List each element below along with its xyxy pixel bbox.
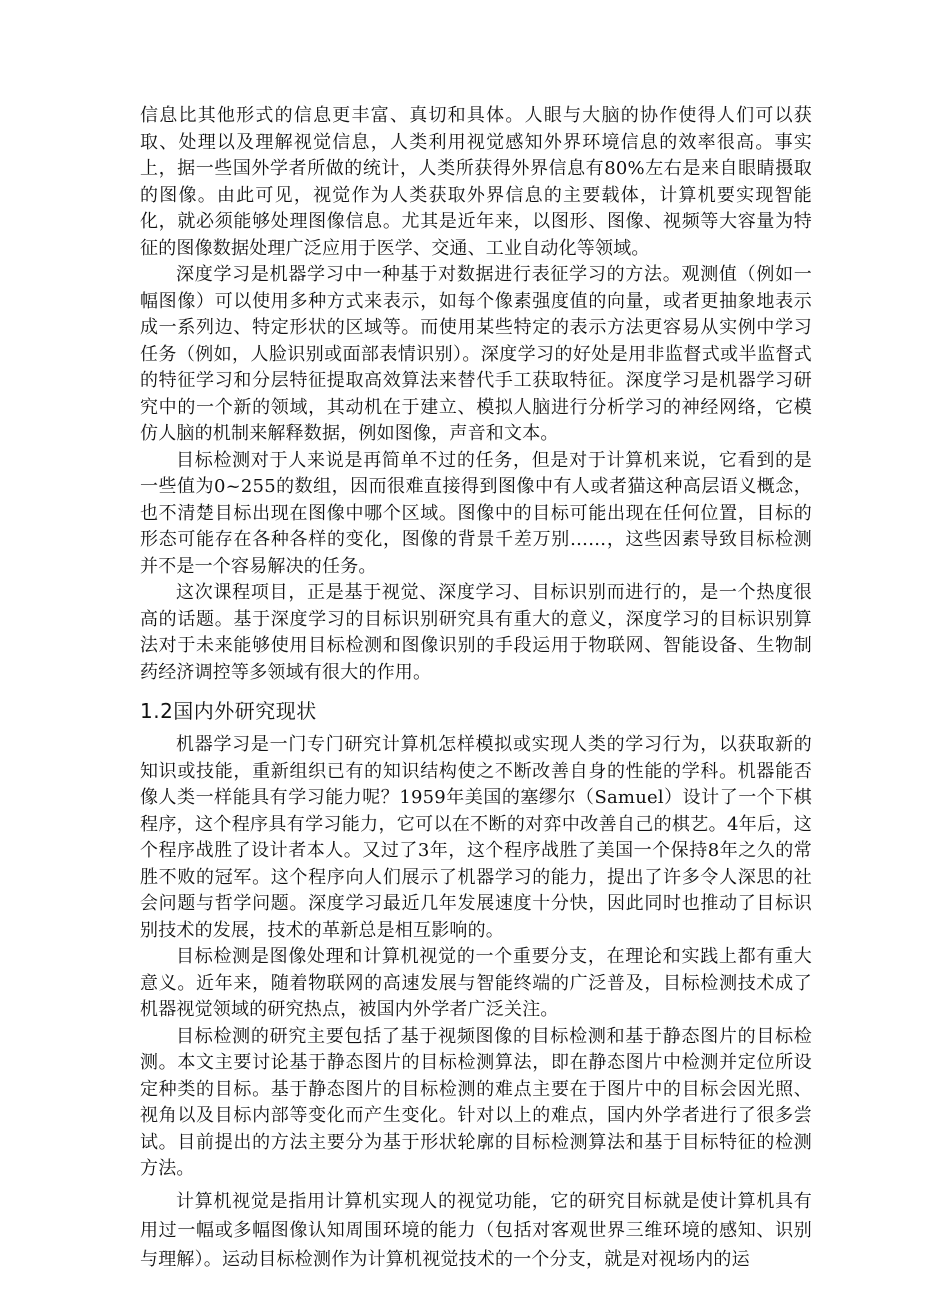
paragraph-computer-vision: 计算机视觉是指用计算机实现人的视觉功能，它的研究目标就是使计算机具有用过一幅或多幅图像认知周围环境的能力（包括对客观世界三维环境的感知、识别与理解）。运动目标检测作为计算机视觉技术的一个分支，就是对视场内的运 [140,1190,812,1270]
paragraph-visual-info: 信息比其他形式的信息更丰富、真切和具体。人眼与大脑的协作使得人们可以获取、处理以及理解视觉信息，人类利用视觉感知外界环境信息的效率很高。事实上，据一些国外学者所做的统计，人类所获得外界信息有80%左右是来自眼睛摄取的图像。由此可见，视觉作为人类获取外界信息的主要载体，计算机要实现智能化，就必须能够处理图像信息。尤其是近年来，以图形、图像、视频等大容量为特征的图像数据处理广泛应用于医学、交通、工业自动化等领域。 [140,105,812,259]
paragraph-detection-research: 目标检测的研究主要包括了基于视频图像的目标检测和基于静态图片的目标检测。本文主要讨论基于静态图片的目标检测算法，即在静态图片中检测并定位所设定种类的目标。基于静态图片的目标检测的难点主要在于图片中的目标会因光照、视角以及目标内部等变化而产生变化。针对以上的难点，国内外学者进行了很多尝试。目前提出的方法主要分为基于形状轮廓的目标检测算法和基于目标特征的检测方法。 [140,1025,812,1179]
paragraph-deep-learning: 深度学习是机器学习中一种基于对数据进行表征学习的方法。观测值（例如一幅图像）可以使用多种方式来表示，如每个像素强度值的向量，或者更抽象地表示成一系列边、特定形状的区域等。而使用某些特定的表示方法更容易从实例中学习任务（例如，人脸识别或面部表情识别）。深度学习的好处是用非监督式或半监督式的特征学习和分层特征提取高效算法来替代手工获取特征。深度学习是机器学习研究中的一个新的领域，其动机在于建立、模拟人脑进行分析学习的神经网络，它模仿人脑的机制来解释数据，例如图像，声音和文本。 [140,264,812,444]
paragraph-object-detection-task: 目标检测对于人来说是再简单不过的任务，但是对于计算机来说，它看到的是一些值为0~255的数组，因而很难直接得到图像中有人或者猫这种高层语义概念，也不清楚目标出现在图像中哪个区域。图像中的目标可能出现在任何位置，目标的形态可能存在各种各样的变化，图像的背景千差万别……，这些因素导致目标检测并不是一个容易解决的任务。 [140,449,812,577]
paragraph-detection-branch: 目标检测是图像处理和计算机视觉的一个重要分支，在理论和实践上都有重大意义。近年来，随着物联网的高速发展与智能终端的广泛普及，目标检测技术成了机器视觉领域的研究热点，被国内外学者广泛关注。 [140,946,812,1020]
section-heading: 1.2国内外研究现状 [140,699,317,723]
paragraph-course-project: 这次课程项目，正是基于视觉、深度学习、目标识别而进行的，是一个热度很高的话题。基于深度学习的目标识别研究具有重大的意义，深度学习的目标识别算法对于未来能够使用目标检测和图像识别的手段运用于物联网、智能设备、生物制药经济调控等多领域有很大的作用。 [140,582,812,683]
document-page [140,103,812,1274]
paragraph-machine-learning: 机器学习是一门专门研究计算机怎样模拟或实现人类的学习行为，以获取新的知识或技能，重新组织已有的知识结构使之不断改善自身的性能的学科。机器能否像人类一样能具有学习能力呢？1959年美国的塞缪尔（Samuel）设计了一个下棋程序，这个程序具有学习能力，它可以在不断的对弈中改善自己的棋艺。4年后，这个程序战胜了设计者本人。又过了3年，这个程序战胜了美国一个保持8年之久的常胜不败的冠军。这个程序向人们展示了机器学习的能力，提出了许多令人深思的社会问题与哲学问题。深度学习最近几年发展速度十分快，因此同时也推动了目标识别技术的发展，技术的革新总是相互影响的。 [140,734,812,941]
